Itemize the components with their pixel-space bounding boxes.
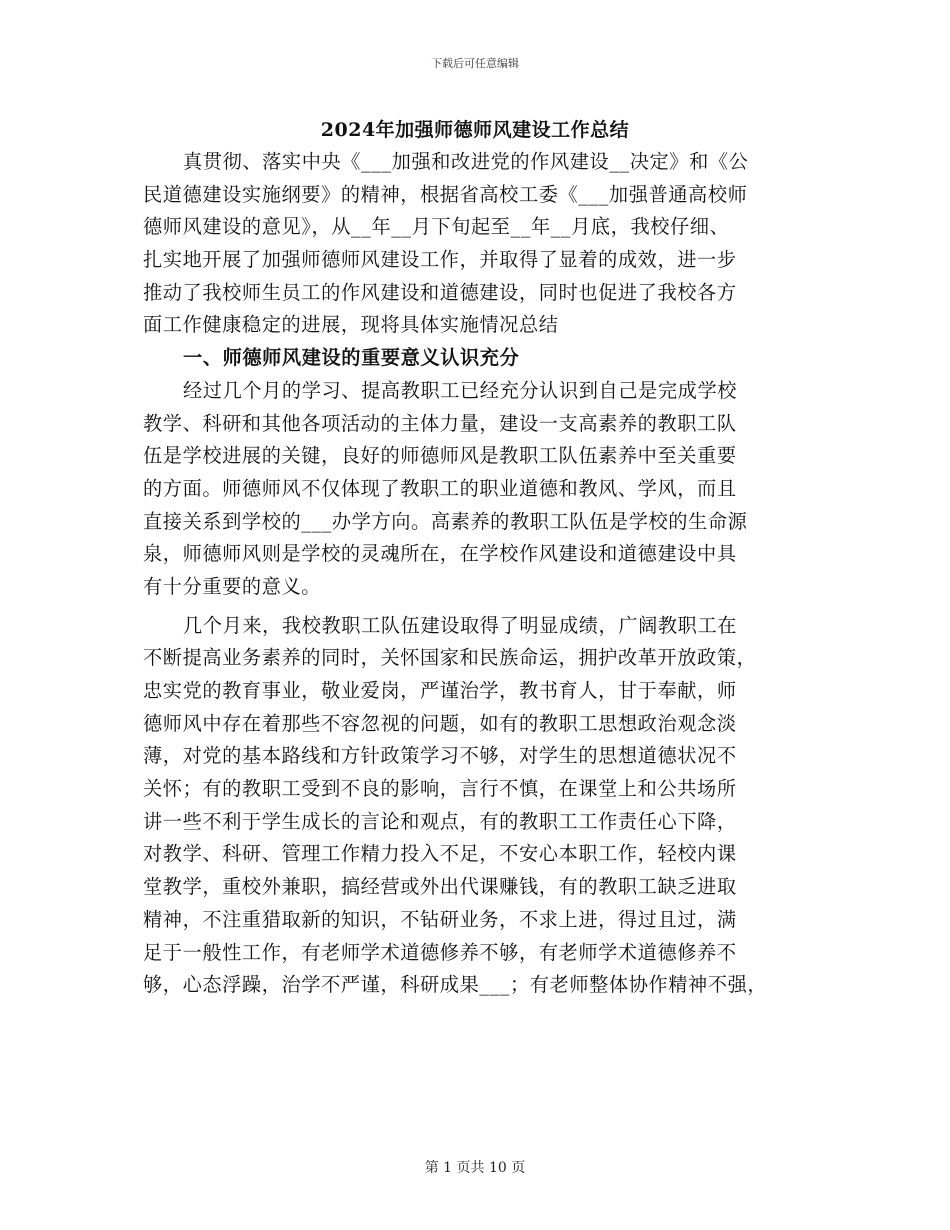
paragraph bbox=[143, 146, 815, 342]
text-line: 关怀；有的教职工受到不良的影响，言行不慎，在课堂上和公共场所 bbox=[143, 777, 737, 801]
text-line: 有十分重要的意义。 bbox=[143, 574, 322, 598]
document-body bbox=[143, 146, 815, 1002]
text-line: 经过几个月的学习、提高教职工已经充分认识到自己是完成学校 bbox=[183, 378, 738, 402]
text-line: 一、师德师风建设的重要意义认识充分 bbox=[183, 346, 520, 370]
text-line: 德师风建设的意见》，从__年__月下旬起至__年__月底，我校仔细、 bbox=[143, 215, 730, 239]
text-line: 堂教学，重校外兼职，搞经营或外出代课赚钱，有的教职工缺乏进取 bbox=[143, 875, 737, 899]
text-line: 不断提高业务素养的同时，关怀国家和民族命运，拥护改革开放政策， bbox=[143, 646, 757, 670]
text-line: 民道德建设实施纲要》的精神，根据省高校工委《___加强普通高校师 bbox=[143, 182, 748, 206]
text-line: 面工作健康稳定的进展，现将具体实施情况总结 bbox=[143, 313, 559, 337]
text-line: 几个月来，我校教职工队伍建设取得了明显成绩，广阔教职工在 bbox=[183, 613, 738, 637]
text-line: 直接关系到学校的___办学方向。高素养的教职工队伍是学校的生命源 bbox=[143, 509, 748, 533]
text-line: 推动了我校师生员工的作风建设和道德建设，同时也促进了我校各方 bbox=[143, 280, 737, 304]
page-footer: 第 1 页共 10 页 bbox=[424, 1160, 526, 1176]
text-line: 德师风中存在着那些不容忽视的问题，如有的教职工思想政治观念淡 bbox=[143, 711, 737, 735]
text-line: 真贯彻、落实中央《___加强和改进党的作风建设__决定》和《公 bbox=[183, 150, 749, 173]
text-line: 忠实党的教育事业，敬业爱岗，严谨治学，教书育人，甘于奉献，师 bbox=[143, 679, 737, 702]
text-line: 教学、科研和其他各项活动的主体力量，建设一支高素养的教职工队 bbox=[143, 411, 737, 435]
text-line: 对教学、科研、管理工作精力投入不足，不安心本职工作，轻校内课 bbox=[143, 842, 737, 866]
text-line: 泉，师德师风则是学校的灵魂所在，在学校作风建设和道德建设中具 bbox=[143, 542, 737, 566]
header-note: 下载后可任意编辑 bbox=[431, 57, 519, 70]
text-line: 足于一般性工作，有老师学术道德修养不够，有老师学术道德修养不 bbox=[143, 940, 737, 964]
text-line: 伍是学校进展的关键，良好的师德师风是教职工队伍素养中至关重要 bbox=[143, 444, 737, 468]
text-line: 够，心态浮躁，治学不严谨，科研成果___；有老师整体协作精神不强， bbox=[143, 973, 768, 997]
text-line: 扎实地开展了加强师德师风建设工作，并取得了显着的成效，进一步 bbox=[143, 248, 737, 272]
text-line: 薄，对党的基本路线和方针政策学习不够，对学生的思想道德状况不 bbox=[143, 744, 737, 768]
section-heading bbox=[143, 342, 815, 375]
text-line: 的方面。师德师风不仅体现了教职工的职业道德和教风、学风，而且 bbox=[143, 476, 737, 500]
document-title: 2024年加强师德师风建设工作总结 bbox=[320, 119, 630, 141]
paragraph bbox=[143, 375, 815, 604]
paragraph bbox=[143, 610, 815, 1002]
text-line: 精神，不注重猎取新的知识，不钻研业务，不求上进，得过且过，满 bbox=[143, 907, 737, 931]
text-line: 讲一些不利于学生成长的言论和观点，有的教职工工作责任心下降， bbox=[143, 809, 737, 833]
